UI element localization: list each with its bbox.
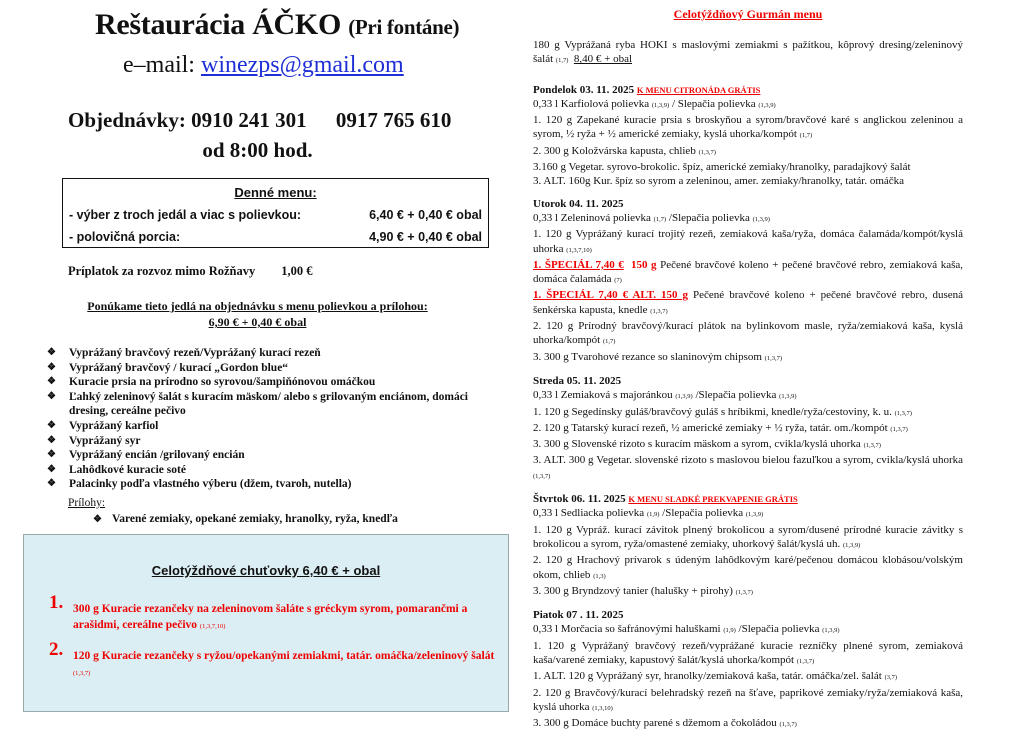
gurman-price: 8,40 € + obal [573,53,633,66]
dish-text: Vyprážaný syr [69,434,141,447]
sides-line [93,513,398,525]
list-item: 3. 300 g Tvarohové rezance so slaninovým chipsom (1,3,7) [533,350,783,363]
row-price: 6,40 € + 0,40 € obal [369,208,482,222]
offer-text: Ponúkame tieto jedlá na objednávku s menu polievkou a prílohou: [87,299,428,313]
dish-text: Vyprážaný karfiol [69,419,159,432]
promo-badge: K MENU CITRONÁDA GRÁTIS [636,84,761,95]
list-item [47,361,502,376]
day-thursday: Štvrtok 06. 11. 2025 K MENU SLADKÉ PREKVAPENIE GRÁTIS [533,493,798,506]
list-item: 1. ALT. 120 g Vyprážaný syr, hranolky/zemiaková kaša, tatár. omáčka/zel. šalát (3,7) [533,670,898,683]
list-item: 3. ALT. 160g Kur. špíz so syrom a zeleninou, amer. zemiaky/hranolky, tatár. omáčka [533,175,905,188]
diamond-bullet-icon: ❖ [47,390,56,402]
list-item: 0,33 l Sedliacka polievka (1,9) /Slepačia polievka (1,3,9) [533,507,764,520]
dish-text: Lahôdkové kuracie soté [69,463,186,476]
diamond-bullet-icon: ❖ [47,434,56,446]
dish-list [47,346,502,492]
email-link[interactable]: winezps@gmail.com [200,52,404,78]
dish-text: Ľahký zeleninový šalát s kuracím mäskom/ alebo s grilovaným enciánom, domáci dresing, cereálne pečivo [69,390,468,418]
allergens: (1,3,7) [73,670,91,677]
dish-text: Palacinky podľa vlastného výberu (džem, tvaroh, nutella) [69,478,352,491]
dish-text: Kuracie prsia na prírodno so syrovou/šampiňónovou omáčkou [69,376,376,389]
diamond-bullet-icon: ❖ [47,361,56,373]
gurman-title: Celotýždňový Gurmán menu [673,7,823,21]
promo-badge: K MENU SLADKÉ PREKVAPENIE GRÁTIS [628,494,798,505]
day-wednesday: Streda 05. 11. 2025 [533,374,622,387]
list-item: 1. ŠPECIÁL 7,40 € ALT. 150 g Pečené bravčové koleno + pečené bravčové rebro, dusená šenkérska kapusta, knedle (1,3,7) [533,289,964,316]
diamond-bullet-icon: ❖ [93,514,102,525]
list-item: 3. 300 g Slovenské rizoto s kuracím mäskom a syrom, cvikla/kyslá uhorka (1,3,7) [533,438,881,451]
list-item: 2. 120 g Hrachový prívarok s údeným lahôdkovým karé/pečenou domácou klobásou/volským okom, chlieb (1,3) [533,554,963,581]
item-number: 2. [49,639,64,660]
sides-label: Prílohy: [68,497,106,509]
diamond-bullet-icon: ❖ [47,478,56,490]
weekly-specials-box [23,534,509,712]
list-item [47,346,502,361]
diamond-bullet-icon: ❖ [47,463,56,475]
phone-1[interactable]: 0910 241 301 [191,108,307,132]
item-text: 300 g Kuracie rezančeky na zeleninovom šaláte s gréckym syrom, pomarančmi a arašidmi, cereálne pečivo [73,603,468,631]
surcharge-label: Príplatok za rozvoz mimo Rožňavy [68,264,256,278]
title-subtitle: (Pri fontáne) [348,15,460,39]
left-column [0,0,515,724]
day-friday: Piatok 07 . 11. 2025 [533,609,624,622]
phone-2[interactable]: 0917 765 610 [335,108,452,132]
list-item [47,375,502,390]
list-item: 1. 120 g Vyprážaný kurací trojitý rezeň, zemiaková kaša/ryža, domáca čalamáda/kompót/kyslá uhorka (1,3,7,10) [533,228,963,255]
dish-text: Vyprážaný bravčový rezeň/Vyprážaný kurací rezeň [69,347,321,359]
list-item: 2. 120 g Bravčový/kurací belehradský rezeň na šťave, paprikové zemiaky/ryža/zemiaková kaša, kyslá uhorka (1,3,10) [533,686,963,713]
row-label: - polovičná porcia: [69,230,181,244]
list-item: 2. 300 g Koložvárska kapusta, chlieb (1,3,7) [533,144,716,157]
restaurant-title [95,8,459,42]
allergens: (1,3,7,10) [199,623,226,630]
list-item [47,419,502,434]
diamond-bullet-icon: ❖ [47,376,56,388]
daily-menu-row-half [69,230,482,244]
day-monday: Pondelok 03. 11. 2025 K MENU CITRONÁDA GRÁTIS [533,83,761,96]
right-column [533,8,963,732]
surcharge-value: 1,00 € [281,264,313,278]
list-item: 0,33 l Zemiaková s majoránkou (1,3,9) /Slepačia polievka (1,3,9) [533,389,797,402]
title-name: Reštaurácia ÁČKO [95,8,341,41]
list-item: 0,33 l Morčacia so šafránovými haluškami (1,9) /Slepačia polievka (1,3,9) [533,623,840,636]
list-item: 3.160 g Vegetar. syrovo-brokolic. špíz, americké zemiaky/hranolky, paradajkový šalát [533,161,911,174]
row-label: - výber z troch jedál a viac s polievkou: [69,208,302,222]
diamond-bullet-icon: ❖ [47,347,56,358]
order-offer [0,298,515,330]
list-item: 2. 120 g Tatarský kurací rezeň, ½ americké zemiaky + ½ ryža, tatár. om./kompót (1,3,7) [533,421,908,434]
diamond-bullet-icon: ❖ [47,449,56,461]
list-item: 3. ALT. 300 g Vegetar. slovenské rizoto s maslovou bielou fazuľkou a syrom, cvikla/kyslá uhorka (1,3,7) [533,454,963,480]
row-price: 4,90 € + 0,40 € obal [369,230,482,244]
dish-text: Vyprážaný bravčový / kurací „Gordon blue“ [69,361,289,374]
list-item: 2. 120 g Prírodný bravčový/kurací plátok na bylinkovom masle, ryža/zemiaková kaša, kyslá uhorka/kompót (1,7) [533,320,963,347]
weekly-item-2 [49,639,499,682]
list-item: 1. 120 g Segedínsky guláš/bravčový guláš s hríbikmi, knedle/ryža/cestoviny, k. u. (1,3,7) [533,405,912,418]
list-item [47,463,502,478]
diamond-bullet-icon: ❖ [47,419,56,431]
list-item: 3. 300 g Bryndzový tanier (halušky + pirohy) (1,3,7) [533,584,753,597]
item-text: 120 g Kuracie rezančeky s ryžou/opekanými zemiakmi, tatár. omáčka/zeleninový šalát [73,650,495,662]
list-item [47,477,502,492]
email-label: e–mail: [123,52,195,78]
list-item: 3. 300 g Domáce buchty parené s džemom a čokoládou (1,3,7) [533,717,797,730]
item-number: 1. [49,592,64,613]
offer-price: 6,90 € + 0,40 € obal [208,315,307,329]
list-item: 1. 120 g Vyprážaný bravčový rezeň/vyprážané kuracie rezníčky plnené syrom, zemiaková kaša/varené zemiaky, kapustový šalát/kyslá uhorka/kompót (1,3,7) [533,639,963,666]
list-item: 1. ŠPECIÁL 7,40 € 150 g Pečené bravčové koleno + pečené bravčové rebro, zemiaková kaša, domáca čalamáda (7) [533,258,964,286]
list-item [47,434,502,449]
weekly-title: Celotýždňové chuťovky 6,40 € + obal [151,563,381,578]
daily-menu-row-full [69,208,482,222]
list-item: 1. 120 g Vypráž. kurací závitok plnený brokolicou a syrom/dusené prírodné kuracie závitky s brokolicou a syrom, ryža/omastené zemiaky, uhorkový šalát/kyslá uh. (1,3,9) [533,523,963,550]
orders-line [68,108,451,133]
daily-menu-title: Denné menu: [234,185,317,200]
dish-text: Vyprážaný encián /grilovaný encián [69,449,245,462]
orders-label: Objednávky: [68,108,186,132]
weekly-item-1 [49,592,499,635]
list-item: 0,33 l Zeleninová polievka (1,7) /Slepačia polievka (1,3,9) [533,211,770,224]
sides-text: Varené zemiaky, opekané zemiaky, hranolky, ryža, knedľa [111,513,398,525]
gurman-item: 180 g Vyprážaná ryba HOKI s maslovými zemiakmi s pažítkou, kôprový dresing/zeleninový šalát (1,7) 8,40 € + obal [533,39,963,66]
order-time: od 8:00 hod. [202,138,313,162]
day-tuesday: Utorok 04. 11. 2025 [533,197,624,210]
delivery-surcharge [68,264,313,279]
daily-menu-box [62,178,489,248]
list-item [47,448,502,463]
email-line [123,52,404,79]
list-item: 1. 120 g Zapekané kuracie prsia s broskyňou a syrom/bravčové karé s anglickou zeleninou a syrom, ½ ryža + ½ americké zemiaky, kyslá uhorka/kompót (1,7) [533,114,963,141]
list-item [47,390,502,419]
list-item: 0,33 l Karfiolová polievka (1,3,9) / Slepačia polievka (1,3,9) [533,97,776,110]
